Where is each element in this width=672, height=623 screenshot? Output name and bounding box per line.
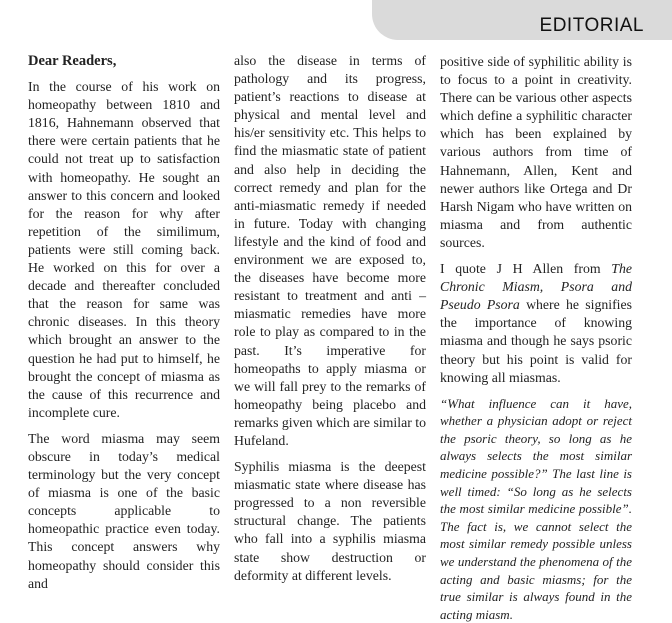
- quotation: “What influence can it have, whether a physician adopt or reject the psoric theory, so long as he always selects the most similar medicine possible?” The last line is well timed: “So long as he selects the most similar medicine possible”. The fact is, we cannot select the most similar remedy possible unless we understand the phenomena of the acting and basic miasms; for the true similar is always found in the acting miasm.: [440, 395, 632, 622]
- book-title: The Chronic Miasm, Psora and Pseudo Psora: [440, 261, 632, 313]
- paragraph: also the disease in terms of pathology and its progress, patient’s reactions to disease at physical and mental level and his/er sensitivity etc. This helps to find the miasmatic state of patient and also help in deciding the correct remedy and plan for the anti-miasmatic remedy if needed in future. Today with changing lifestyle and the kind of food and environment we are exposed to, the diseases have become more resistant to treatment and anti – miasmatic remedies have more role to play as compared to in the past. It’s imperative for homeopaths to apply miasma or we will fall prey to the remarks of homeopathy being placebo and remarks given which are similar to Hufeland.: [234, 53, 426, 448]
- text-run: I quote J H Allen from: [440, 261, 612, 277]
- salutation: Dear Readers,: [28, 53, 117, 69]
- paragraph: The word miasma may seem obscure in today’s medical terminology but the very concept of miasma is one of the basic concepts applicable to homeopathic practice even today. This concept answers why homeopathy should consider this and: [28, 430, 220, 591]
- section-title: EDITORIAL: [539, 15, 644, 36]
- paragraph: In the course of his work on homeopathy between 1810 and 1816, Hahnemann observed that there were certain patients that he could not treat up to satisfaction with homeopathy. He sought an answer to this concern and looked for the reason for why after repetition of the similimum, patients were still coming back. He worked on this for over a decade and thereafter concluded that the reason for same was chronic diseases. In this theory which brought an answer to the question he had put to himself, he brought the concept of miasma as the cause of this recurrence and incomplete cure.: [28, 79, 220, 420]
- text-run: where he signifies the importance of knowing miasma and though he says psoric theory but his point is valid for knowing all miasmas.: [440, 297, 633, 385]
- article-column-2: [234, 52, 426, 583]
- article-column-3: [440, 53, 633, 622]
- article-column-1: [28, 52, 220, 591]
- paragraph-quote-intro: [440, 260, 632, 387]
- editorial-header-tab: [372, 0, 672, 40]
- paragraph: Syphilis miasma is the deepest miasmatic state where disease has progressed to a non reversible structural change. The patients who fall into a syphilis miasma state show destruction or deformity at different levels.: [234, 459, 426, 583]
- paragraph: positive side of syphilitic ability is to focus to a point in creativity. There can be various other aspects which define a syphilitic character which has been explained by various authors from time of Hahnemann, Allen, Kent and newer authors like Ortega and Dr Harsh Nigam who have written on miasma and from authentic sources.: [440, 54, 632, 250]
